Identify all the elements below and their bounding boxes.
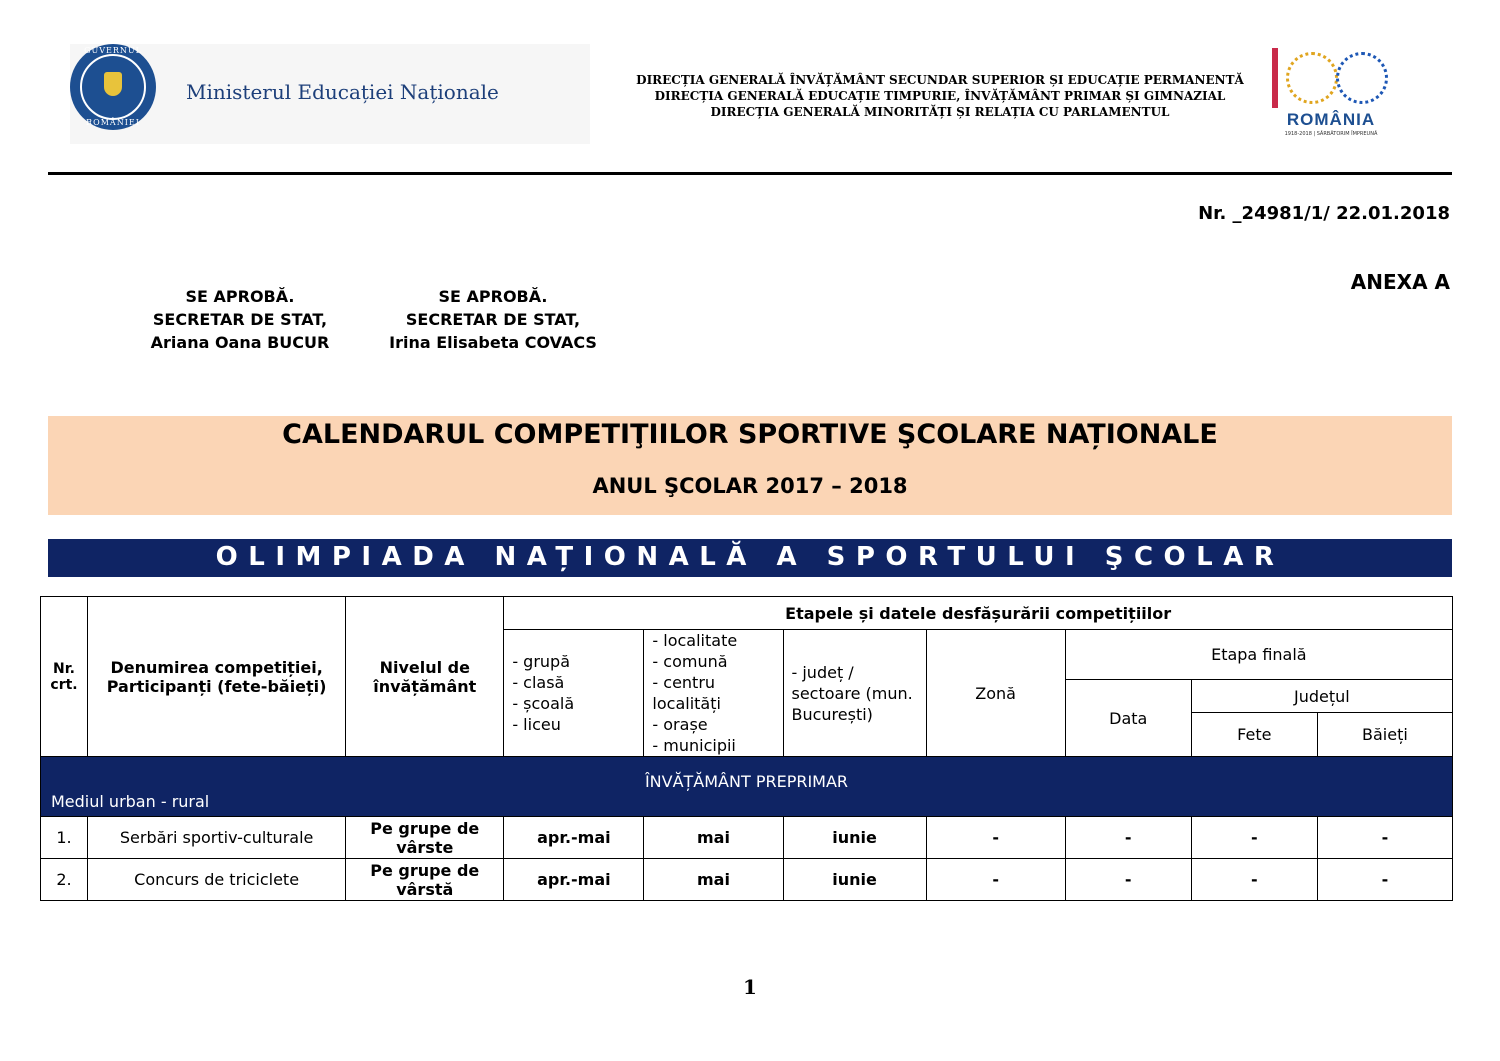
centenary-tagline: 1918-2018 | SĂRBĂTORIM ÎMPREUNĂ xyxy=(1284,131,1378,137)
approval-role: SECRETAR DE STAT, xyxy=(152,310,328,329)
header-divider xyxy=(48,172,1452,175)
coat-of-arms-icon xyxy=(104,72,122,96)
header-locality-stage: - localitate - comună - centru localități - orașe - municipii xyxy=(644,630,783,757)
centenary-zero-icon xyxy=(1336,52,1388,104)
header-group-stage: - grupă - clasă - școală - liceu xyxy=(504,630,644,757)
approval-line: SE APROBĂ. xyxy=(185,287,295,306)
cell-date: - xyxy=(1065,817,1191,859)
school-year: ANUL ŞCOLAR 2017 – 2018 xyxy=(592,474,908,498)
section-cell xyxy=(41,757,1453,817)
header-zone: Zonă xyxy=(926,630,1065,757)
annex-label: ANEXA A xyxy=(1350,270,1450,294)
cell-locality-stage: mai xyxy=(644,817,783,859)
header-date: Data xyxy=(1065,680,1191,757)
cell-nr: 2. xyxy=(41,859,88,901)
header-girls: Fete xyxy=(1191,713,1317,757)
cell-girls: - xyxy=(1191,817,1317,859)
directorate-line: DIRECȚIA GENERALĂ ÎNVĂȚĂMÂNT SECUNDAR SUPERIOR ȘI EDUCAȚIE PERMANENTĂ xyxy=(636,73,1244,87)
ministry-name: Ministerul Educației Naționale xyxy=(186,80,499,104)
header-competition-name: Denumirea competiției, Participanți (fete-băieți) xyxy=(88,597,346,757)
directorates-block xyxy=(610,72,1270,120)
table-row xyxy=(41,859,1453,901)
header-county-final: Județul xyxy=(1191,680,1452,713)
approval-name: Ariana Oana BUCUR xyxy=(150,333,330,352)
cell-county-stage: iunie xyxy=(783,859,926,901)
seal-top-text: GUVERNUL xyxy=(84,46,142,55)
approval-line: SE APROBĂ. xyxy=(438,287,548,306)
header-county-stage: - județ / sectoare (mun. București) xyxy=(783,630,926,757)
centenary-zero-icon xyxy=(1286,52,1338,104)
ministry-logo xyxy=(70,44,590,144)
competitions-table xyxy=(40,596,1453,901)
cell-boys: - xyxy=(1317,859,1452,901)
centenary-word: ROMÂNIA xyxy=(1286,110,1376,129)
directorate-line: DIRECȚIA GENERALĂ MINORITĂȚI ȘI RELAȚIA CU PARLAMENTUL xyxy=(710,105,1170,119)
section-row xyxy=(41,757,1453,817)
document-number: Nr. _24981/1/ 22.01.2018 xyxy=(1198,203,1450,224)
directorate-line: DIRECȚIA GENERALĂ EDUCAȚIE TIMPURIE, ÎNVĂȚĂMÂNT PRIMAR ȘI GIMNAZIAL xyxy=(654,89,1226,103)
cell-date: - xyxy=(1065,859,1191,901)
olympiad-banner xyxy=(48,539,1452,577)
cell-competition-name: Serbări sportiv-culturale xyxy=(88,817,346,859)
section-title: ÎNVĂȚĂMÂNT PREPRIMAR xyxy=(644,771,849,791)
title-banner xyxy=(48,416,1452,515)
seal-bottom-text: ROMÂNIEI xyxy=(86,118,140,127)
cell-nr: 1. xyxy=(41,817,88,859)
header-final-stage: Etapa finală xyxy=(1065,630,1452,680)
header-stages: Etapele și datele desfășurării competițiilor xyxy=(504,597,1453,630)
cell-boys: - xyxy=(1317,817,1452,859)
cell-county-stage: iunie xyxy=(783,817,926,859)
header-education-level: Nivelul de învățământ xyxy=(346,597,504,757)
cell-zone: - xyxy=(926,817,1065,859)
cell-education-level: Pe grupe de vârste xyxy=(346,817,504,859)
cell-group-stage: apr.-mai xyxy=(504,817,644,859)
approval-name: Irina Elisabeta COVACS xyxy=(389,333,597,352)
cell-group-stage: apr.-mai xyxy=(504,859,644,901)
cell-locality-stage: mai xyxy=(644,859,783,901)
cell-education-level: Pe grupe de vârstă xyxy=(346,859,504,901)
cell-zone: - xyxy=(926,859,1065,901)
cell-girls: - xyxy=(1191,859,1317,901)
section-subtitle: Mediul urban - rural xyxy=(51,791,210,811)
header-nr: Nr. crt. xyxy=(41,597,88,757)
government-seal-icon xyxy=(70,44,156,130)
header-boys: Băieți xyxy=(1317,713,1452,757)
cell-competition-name: Concurs de triciclete xyxy=(88,859,346,901)
olympiad-title: OLIMPIADA NAȚIONALĂ A SPORTULUI ŞCOLAR xyxy=(215,542,1285,572)
page-number: 1 xyxy=(743,975,757,999)
page-title: CALENDARUL COMPETIŢIILOR SPORTIVE ŞCOLARE NAȚIONALE xyxy=(282,419,1218,450)
approval-role: SECRETAR DE STAT, xyxy=(405,310,581,329)
centenary-digit-one xyxy=(1272,48,1278,108)
approval-block xyxy=(380,285,606,354)
table-row xyxy=(41,817,1453,859)
romania-centenary-logo xyxy=(1268,44,1394,144)
approval-block xyxy=(140,285,340,354)
